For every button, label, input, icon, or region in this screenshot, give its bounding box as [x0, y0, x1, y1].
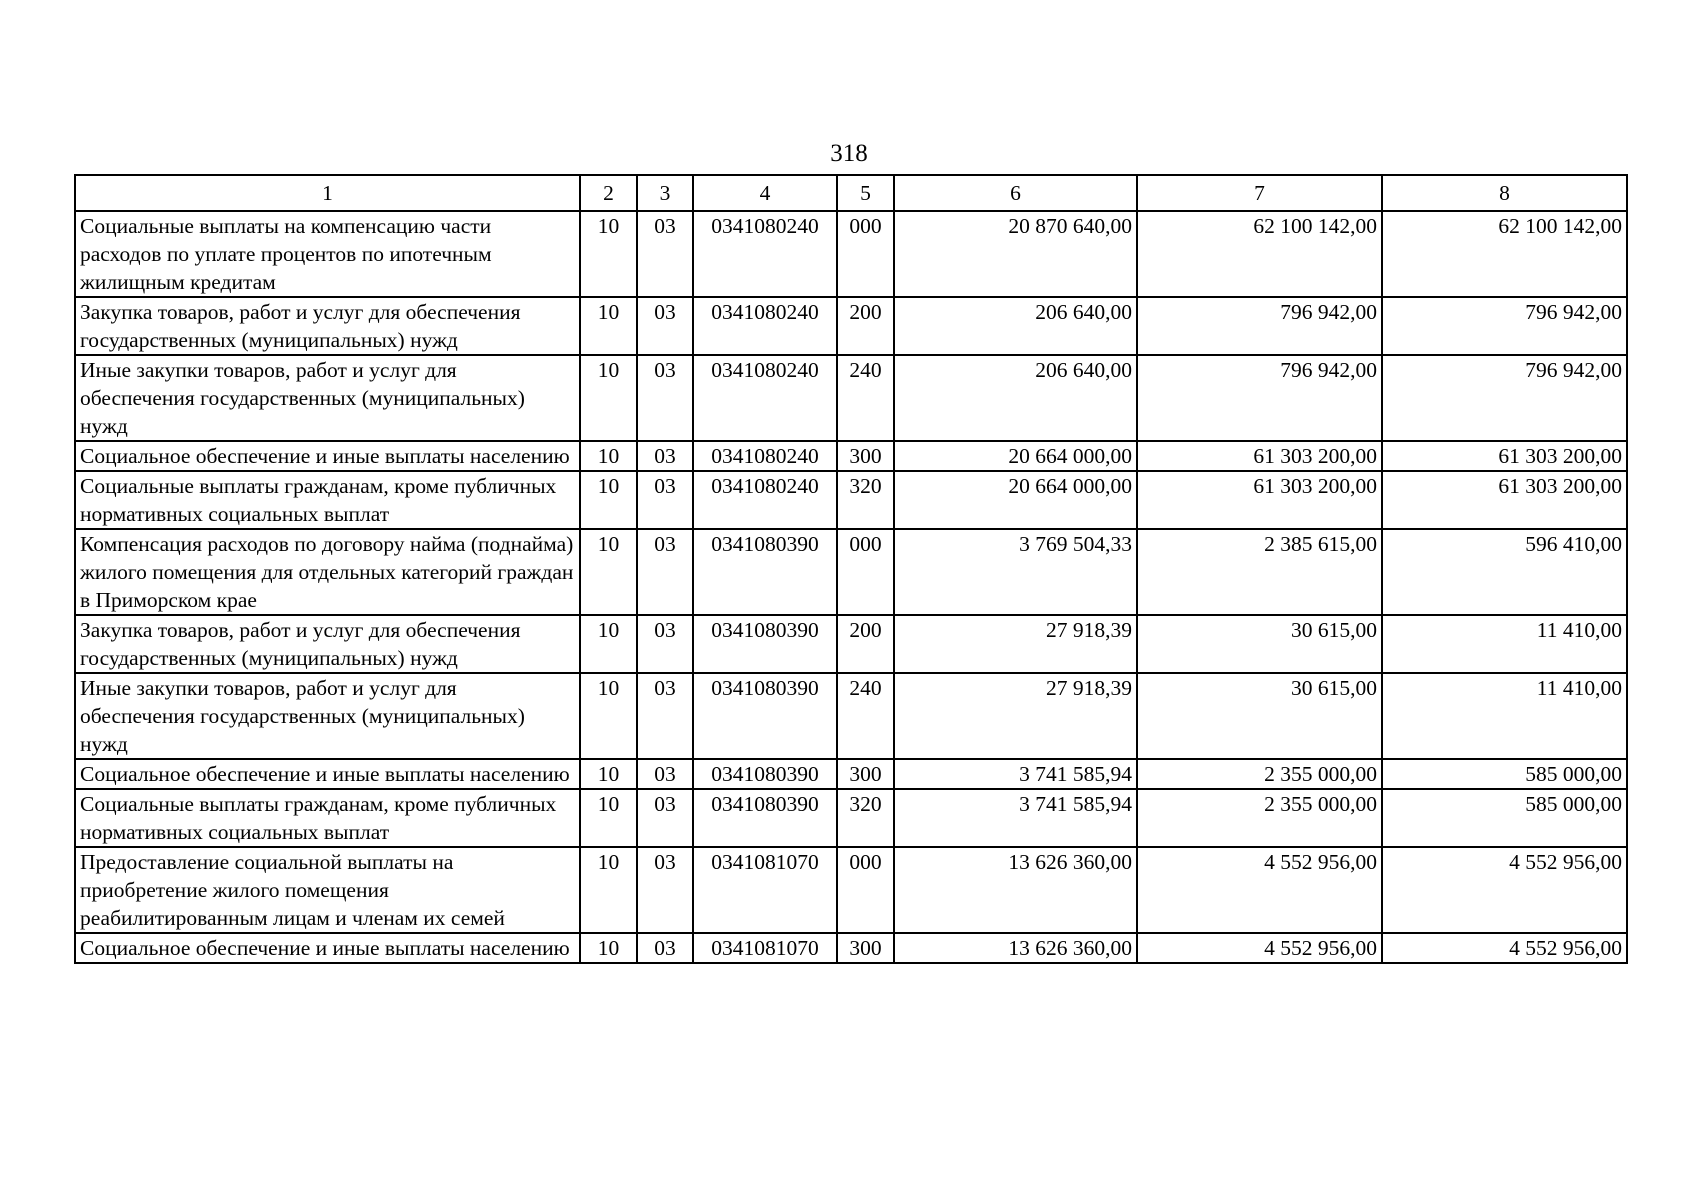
subsection-code-cell: 03 [637, 441, 693, 471]
amount-col7-cell: 62 100 142,00 [1137, 211, 1382, 297]
column-header: 2 [580, 175, 637, 211]
table-row [75, 211, 1627, 297]
amount-col6-cell: 206 640,00 [894, 297, 1137, 355]
expense-type-cell: 320 [837, 471, 894, 529]
row-name-cell: Социальные выплаты гражданам, кроме публичных нормативных социальных выплат [75, 789, 580, 847]
expense-type-cell: 300 [837, 759, 894, 789]
subsection-code-cell: 03 [637, 211, 693, 297]
amount-col6-cell: 20 664 000,00 [894, 471, 1137, 529]
amount-col7-cell: 796 942,00 [1137, 297, 1382, 355]
table-row [75, 297, 1627, 355]
expense-type-cell: 000 [837, 847, 894, 933]
subsection-code-cell: 03 [637, 529, 693, 615]
subsection-code-cell: 03 [637, 759, 693, 789]
page-number: 318 [830, 140, 868, 167]
amount-col7-cell: 30 615,00 [1137, 673, 1382, 759]
expense-type-cell: 200 [837, 297, 894, 355]
subsection-code-cell: 03 [637, 297, 693, 355]
amount-col6-cell: 27 918,39 [894, 673, 1137, 759]
amount-col8-cell: 4 552 956,00 [1382, 847, 1627, 933]
subsection-code-cell: 03 [637, 355, 693, 441]
amount-col8-cell: 4 552 956,00 [1382, 933, 1627, 963]
row-name-cell: Иные закупки товаров, работ и услуг для обеспечения государственных (муниципальных) нужд [75, 355, 580, 441]
header-row [75, 175, 1627, 211]
amount-col7-cell: 796 942,00 [1137, 355, 1382, 441]
subsection-code-cell: 03 [637, 471, 693, 529]
table-row [75, 759, 1627, 789]
table-row [75, 441, 1627, 471]
row-name-cell: Закупка товаров, работ и услуг для обеспечения государственных (муниципальных) нужд [75, 297, 580, 355]
amount-col6-cell: 206 640,00 [894, 355, 1137, 441]
amount-col8-cell: 62 100 142,00 [1382, 211, 1627, 297]
table-row [75, 529, 1627, 615]
subsection-code-cell: 03 [637, 615, 693, 673]
amount-col8-cell: 61 303 200,00 [1382, 471, 1627, 529]
subsection-code-cell: 03 [637, 789, 693, 847]
section-code-cell: 10 [580, 297, 637, 355]
row-name-cell: Социальное обеспечение и иные выплаты населению [75, 933, 580, 963]
expense-type-cell: 240 [837, 355, 894, 441]
target-article-cell: 0341080390 [693, 615, 837, 673]
table-row [75, 933, 1627, 963]
target-article-cell: 0341080240 [693, 355, 837, 441]
section-code-cell: 10 [580, 615, 637, 673]
amount-col7-cell: 30 615,00 [1137, 615, 1382, 673]
amount-col6-cell: 3 769 504,33 [894, 529, 1137, 615]
expense-type-cell: 200 [837, 615, 894, 673]
section-code-cell: 10 [580, 471, 637, 529]
expense-type-cell: 300 [837, 933, 894, 963]
amount-col6-cell: 27 918,39 [894, 615, 1137, 673]
amount-col7-cell: 61 303 200,00 [1137, 441, 1382, 471]
table-row [75, 789, 1627, 847]
row-name-cell: Социальные выплаты гражданам, кроме публичных нормативных социальных выплат [75, 471, 580, 529]
table-row [75, 673, 1627, 759]
amount-col7-cell: 2 355 000,00 [1137, 789, 1382, 847]
amount-col6-cell: 13 626 360,00 [894, 847, 1137, 933]
table-row [75, 471, 1627, 529]
target-article-cell: 0341080240 [693, 297, 837, 355]
target-article-cell: 0341080390 [693, 789, 837, 847]
column-header: 4 [693, 175, 837, 211]
amount-col6-cell: 3 741 585,94 [894, 759, 1137, 789]
amount-col7-cell: 4 552 956,00 [1137, 933, 1382, 963]
column-header: 6 [894, 175, 1137, 211]
row-name-cell: Компенсация расходов по договору найма (поднайма) жилого помещения для отдельных категорий граждан в Приморском крае [75, 529, 580, 615]
row-name-cell: Социальные выплаты на компенсацию части расходов по уплате процентов по ипотечным жилищным кредитам [75, 211, 580, 297]
row-name-cell: Закупка товаров, работ и услуг для обеспечения государственных (муниципальных) нужд [75, 615, 580, 673]
budget-table [74, 174, 1628, 964]
section-code-cell: 10 [580, 211, 637, 297]
amount-col8-cell: 796 942,00 [1382, 355, 1627, 441]
target-article-cell: 0341081070 [693, 933, 837, 963]
amount-col8-cell: 11 410,00 [1382, 615, 1627, 673]
expense-type-cell: 320 [837, 789, 894, 847]
amount-col7-cell: 4 552 956,00 [1137, 847, 1382, 933]
target-article-cell: 0341080390 [693, 529, 837, 615]
row-name-cell: Социальное обеспечение и иные выплаты населению [75, 441, 580, 471]
expense-type-cell: 000 [837, 529, 894, 615]
table-row [75, 355, 1627, 441]
target-article-cell: 0341080240 [693, 211, 837, 297]
expense-type-cell: 300 [837, 441, 894, 471]
section-code-cell: 10 [580, 789, 637, 847]
section-code-cell: 10 [580, 759, 637, 789]
row-name-cell: Социальное обеспечение и иные выплаты населению [75, 759, 580, 789]
amount-col7-cell: 2 385 615,00 [1137, 529, 1382, 615]
amount-col6-cell: 20 870 640,00 [894, 211, 1137, 297]
amount-col6-cell: 20 664 000,00 [894, 441, 1137, 471]
subsection-code-cell: 03 [637, 673, 693, 759]
section-code-cell: 10 [580, 441, 637, 471]
column-header: 7 [1137, 175, 1382, 211]
amount-col8-cell: 796 942,00 [1382, 297, 1627, 355]
section-code-cell: 10 [580, 529, 637, 615]
section-code-cell: 10 [580, 847, 637, 933]
table-body [75, 211, 1627, 963]
amount-col8-cell: 585 000,00 [1382, 759, 1627, 789]
amount-col6-cell: 13 626 360,00 [894, 933, 1137, 963]
column-header: 5 [837, 175, 894, 211]
table-row [75, 847, 1627, 933]
subsection-code-cell: 03 [637, 933, 693, 963]
amount-col8-cell: 61 303 200,00 [1382, 441, 1627, 471]
amount-col8-cell: 11 410,00 [1382, 673, 1627, 759]
target-article-cell: 0341080390 [693, 759, 837, 789]
column-header: 1 [75, 175, 580, 211]
target-article-cell: 0341080240 [693, 441, 837, 471]
amount-col7-cell: 2 355 000,00 [1137, 759, 1382, 789]
section-code-cell: 10 [580, 355, 637, 441]
section-code-cell: 10 [580, 673, 637, 759]
expense-type-cell: 240 [837, 673, 894, 759]
table-row [75, 615, 1627, 673]
expense-type-cell: 000 [837, 211, 894, 297]
subsection-code-cell: 03 [637, 847, 693, 933]
target-article-cell: 0341080240 [693, 471, 837, 529]
amount-col7-cell: 61 303 200,00 [1137, 471, 1382, 529]
target-article-cell: 0341081070 [693, 847, 837, 933]
amount-col8-cell: 596 410,00 [1382, 529, 1627, 615]
target-article-cell: 0341080390 [693, 673, 837, 759]
column-header: 8 [1382, 175, 1627, 211]
row-name-cell: Предоставление социальной выплаты на приобретение жилого помещения реабилитированным лицам и членам их семей [75, 847, 580, 933]
amount-col6-cell: 3 741 585,94 [894, 789, 1137, 847]
column-header: 3 [637, 175, 693, 211]
row-name-cell: Иные закупки товаров, работ и услуг для обеспечения государственных (муниципальных) нужд [75, 673, 580, 759]
amount-col8-cell: 585 000,00 [1382, 789, 1627, 847]
section-code-cell: 10 [580, 933, 637, 963]
